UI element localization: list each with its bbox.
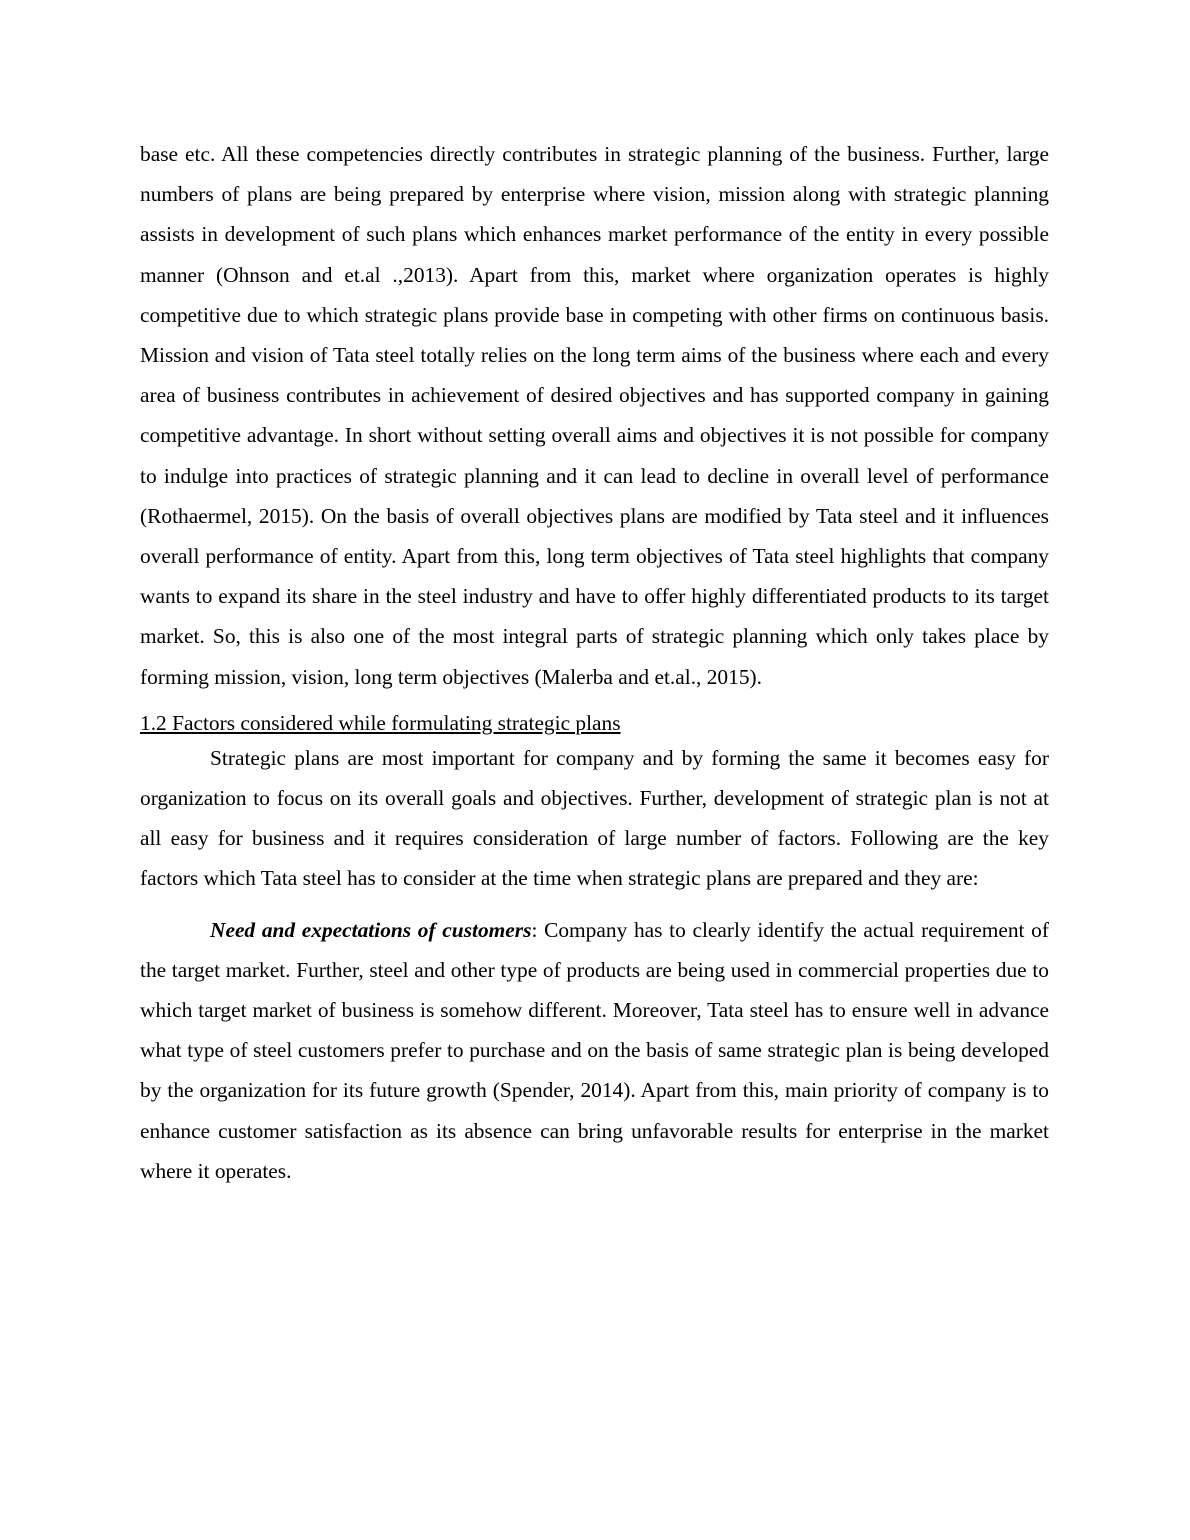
factor-description: : Company has to clearly identify the actual requirement of the target market. Further, steel and other type of products are being used in commercial properties due to which target market of business is somehow different. Moreover, Tata steel has to ensure well in advance what type of steel customers prefer to purchase and on the basis of same strategic plan is being developed by the organization for its future growth (Spender, 2014). Apart from this, main priority of company is to enhance customer satisfaction as its absence can bring unfavorable results for enterprise in the market where it operates. [140,917,1050,1183]
factor-title: Need and expectations of customers [210,917,532,942]
factor-paragraph [140,910,1049,1191]
body-paragraph: base etc. All these competencies directly contributes in strategic planning of the business. Further, large numbers of plans are being prepared by enterprise where vision, mission along with strategic planning assists in development of such plans which enhances market performance of the entity in every possible manner (Ohnson and et.al .,2013). Apart from this, market where organization operates is highly competitive due to which strategic plans provide base in competing with other firms on continuous basis. Mission and vision of Tata steel totally relies on the long term aims of the business where each and every area of business contributes in achievement of desired objectives and has supported company in gaining competitive advantage. In short without setting overall aims and objectives it is not possible for company to indulge into practices of strategic planning and it can lead to decline in overall level of performance (Rothaermel, 2015). On the basis of overall objectives plans are modified by Tata steel and it influences overall performance of entity. Apart from this, long term objectives of Tata steel highlights that company wants to expand its share in the steel industry and have to offer highly differentiated products to its target market. So, this is also one of the most integral parts of strategic planning which only takes place by forming mission, vision, long term objectives (Malerba and et.al., 2015). [140,142,1049,689]
section-heading: 1.2 Factors considered while formulating strategic plans [140,710,621,735]
body-paragraph: Strategic plans are most important for company and by forming the same it becomes easy for organization to focus on its overall goals and objectives. Further, development of strategic plan is not at all easy for business and it requires consideration of large number of factors. Following are the key factors which Tata steel has to consider at the time when strategic plans are prepared and they are: [140,745,1049,891]
document-page [140,134,1049,1191]
